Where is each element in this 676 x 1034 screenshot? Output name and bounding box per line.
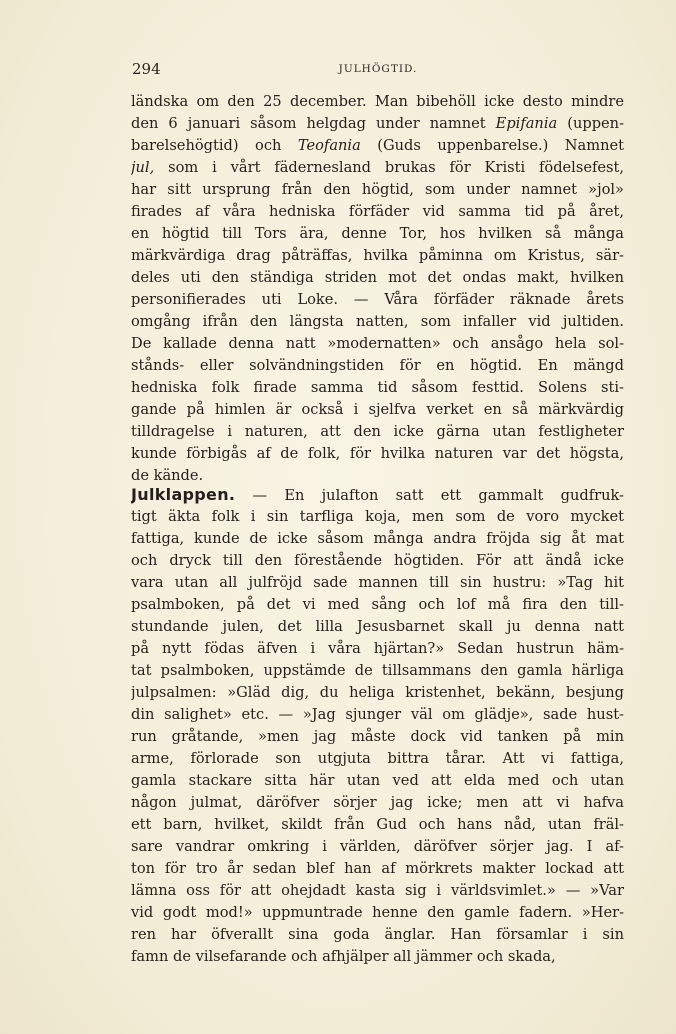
paragraph1-line: en högtid till Tors ära, denne Tor, hos hvilken så många: [131, 225, 624, 242]
paragraph2-line: famn de vilsefarande och afhjälper all jämmer och skada,: [131, 948, 556, 965]
paragraph2-line: vara utan all julfröjd sade mannen till sin hustru: »Tag hit: [131, 574, 624, 591]
paragraph1-line: gande på himlen är också i sjelfva verket en så märkvärdig: [131, 401, 624, 418]
paragraph1-line: jul, som i vårt fädernesland brukas för Kristi födelsefest,: [131, 159, 624, 176]
paragraph2-line: stundande julen, det lilla Jesusbarnet skall ju denna natt: [131, 618, 624, 635]
paragraph1-line: deles uti den ständiga striden mot det ondas makt, hvilken: [131, 269, 624, 286]
italic-term: jul,: [131, 159, 155, 176]
paragraph2-line: fattiga, kunde de icke såsom många andra fröjda sig åt mat: [131, 530, 624, 547]
paragraph2-line: tat psalmboken, uppstämde de tillsammans den gamla härliga: [131, 662, 624, 679]
paragraph1-line: hedniska folk firade samma tid såsom festtid. Solens sti-: [131, 379, 624, 396]
paragraph1-line: omgång ifrån den längsta natten, som infaller vid jultiden.: [131, 313, 624, 330]
italic-term: Epifania: [495, 115, 558, 132]
paragraph2-line: ren har öfverallt sina goda änglar. Han församlar i sin: [131, 926, 624, 943]
paragraph1-line: personifierades uti Loke. — Våra förfäder räknade årets: [131, 291, 624, 308]
running-head: JULHÖGTID.: [338, 63, 418, 75]
paragraph2-line: lämna oss för att ohejdadt kasta sig i världsvimlet.» — »Var: [131, 882, 624, 899]
paragraph2-line: julpsalmen: »Gläd dig, du heliga kristenhet, bekänn, besjung: [131, 684, 624, 701]
paragraph1-line: den 6 januari såsom helgdag under namnet Epifania (uppen-: [131, 115, 624, 132]
paragraph1-line: barelsehögtid) och Teofania (Guds uppenbarelse.) Namnet: [131, 137, 624, 154]
paragraph2-line: vid godt mod!» uppmuntrade henne den gamle fadern. »Her-: [131, 904, 624, 921]
paragraph2-line: psalmboken, på det vi med sång och lof må fira den till-: [131, 596, 624, 613]
paragraph2-line: tigt äkta folk i sin tarfliga koja, men som de voro mycket: [131, 508, 624, 525]
paragraph1-line: ländska om den 25 december. Man bibehöll icke desto mindre: [131, 93, 624, 110]
paragraph1-line: har sitt ursprung från den högtid, som under namnet »jol»: [131, 181, 624, 198]
paragraph2-line: arme, förlorade son utgjuta bittra tårar. Att vi fattiga,: [131, 750, 624, 767]
paragraph1-line: stånds- eller solvändningstiden för en högtid. En mängd: [131, 357, 624, 374]
page-header: [132, 60, 624, 82]
paragraph2-line: sare vandrar omkring i världen, däröfver sörjer jag. I af-: [131, 838, 624, 855]
paragraph1-line: märkvärdiga drag påträffas, hvilka påminna om Kristus, sär-: [131, 247, 624, 264]
paragraph2-line: och dryck till den förestående högtiden. För att ändå icke: [131, 552, 624, 569]
paragraph1-line: De kallade denna natt »modernatten» och ansågo hela sol-: [131, 335, 624, 352]
italic-term: Teofania: [297, 137, 361, 154]
section-title: Julklappen.: [131, 485, 236, 504]
paragraph1-line: firades af våra hedniska förfäder vid samma tid på året,: [131, 203, 624, 220]
page-number: 294: [132, 60, 161, 78]
paragraph2-line: Julklappen. — En julafton satt ett gammalt gudfruk-: [131, 485, 624, 504]
paragraph2-line: någon julmat, däröfver sörjer jag icke; men att vi hafva: [131, 794, 624, 811]
paragraph1-line: kunde förbigås af de folk, för hvilka naturen var det högsta,: [131, 445, 624, 462]
paragraph1-line: tilldragelse i naturen, att den icke gärna utan festligheter: [131, 423, 624, 440]
paragraph2-line: ton för tro år sedan blef han af mörkrets makter lockad att: [131, 860, 624, 877]
paragraph2-line: ett barn, hvilket, skildt från Gud och hans nåd, utan fräl-: [131, 816, 624, 833]
paragraph2-line: din salighet» etc. — »Jag sjunger väl om glädje», sade hust-: [131, 706, 624, 723]
paragraph1-line: de kände.: [131, 467, 204, 484]
paragraph2-line: på nytt födas äfven i våra hjärtan?» Sedan hustrun häm-: [131, 640, 624, 657]
paragraph2-line: gamla stackare sitta här utan ved att elda med och utan: [131, 772, 624, 789]
paragraph2-line: run gråtande, »men jag måste dock vid tanken på min: [131, 728, 624, 745]
